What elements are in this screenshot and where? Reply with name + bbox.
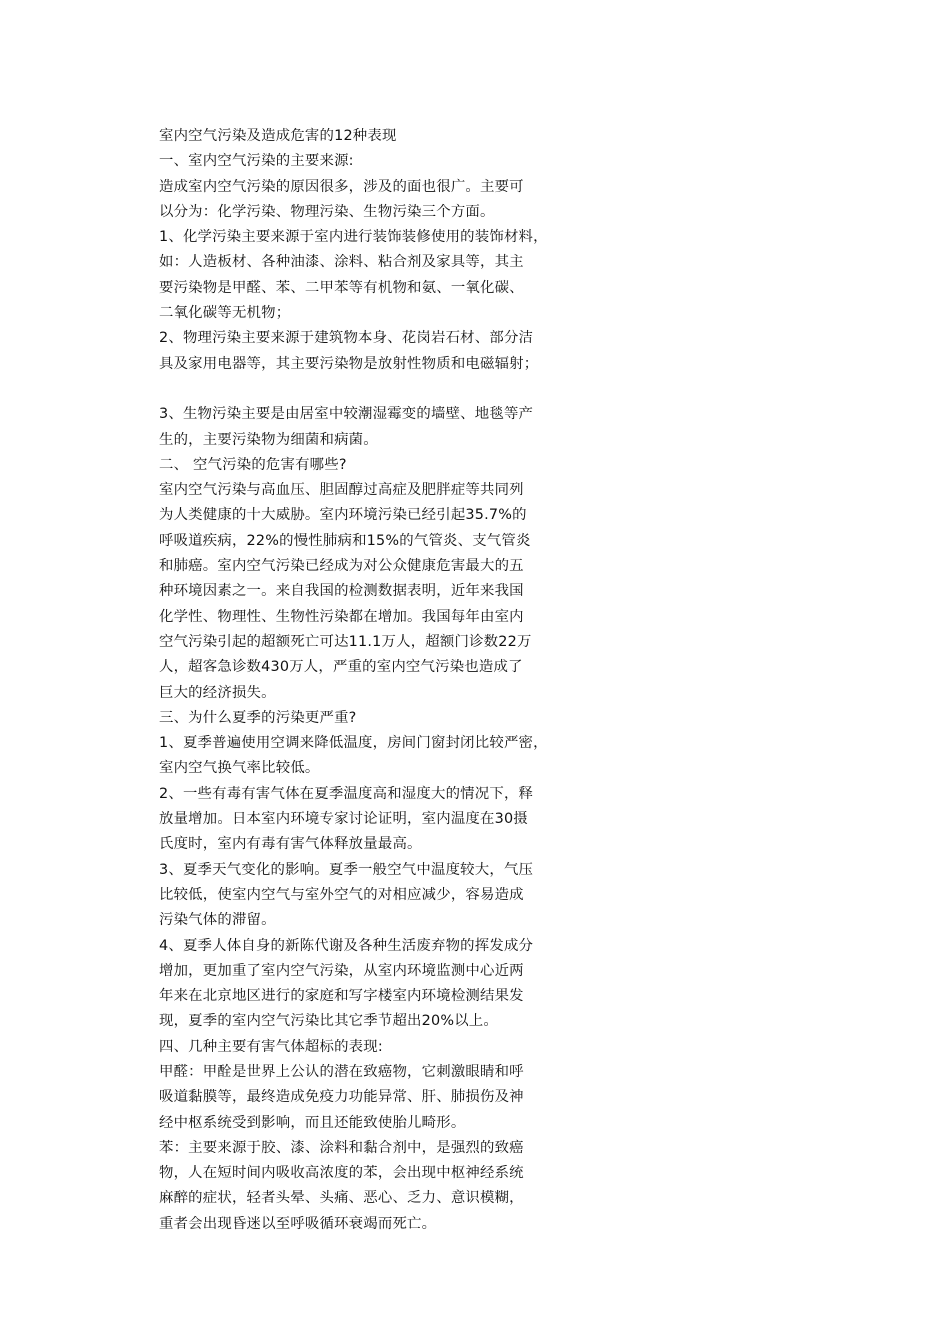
- text-line: 空气污染引起的超额死亡可达11.1万人，超额门诊数22万: [159, 633, 532, 650]
- blank-line: [159, 377, 579, 402]
- text-line: 造成室内空气污染的原因很多，涉及的面也很广。主要可: [159, 178, 524, 195]
- text-line: 巨大的经济损失。: [159, 684, 276, 701]
- text-line: 甲醛：甲酫是世界上公认的潜在致癌物，它刺激眼睛和呼: [159, 1063, 524, 1080]
- text-line: 经中枢系统受到影响，而且还能致使胎儿畸形。: [159, 1114, 466, 1131]
- document-body: [159, 124, 579, 1237]
- text-line: 呼吸道疾病，22%的慢性肺病和15%的气管炎、支气管炎: [159, 532, 531, 549]
- text-line: 重者会出现昏迷以至呼吸循环衰竭而死亡。: [159, 1215, 437, 1232]
- section1-item-chemical: [159, 225, 579, 326]
- text-line: 4、夏季人体自身的新陈代谢及各种生活废弃物的挥发成分: [159, 937, 534, 954]
- text-line: 2、一些有毒有害气体在夏季温度高和湿度大的情况下，释: [159, 785, 534, 802]
- text-line: 生的，主要污染物为细菌和病菌。: [159, 431, 378, 448]
- section3-heading: 三、为什么夏季的污染更严重?: [159, 709, 357, 726]
- text-line: 室内空气污染与高血压、胆固醇过高症及肥胖症等共同列: [159, 482, 524, 499]
- text-line: 3、夏季天气变化的影响。夏季一般空气中温度较大，气压: [159, 861, 534, 878]
- text-line: 二氧化碳等无机物；: [159, 305, 291, 322]
- text-line: 增加，更加重了室内空气污染，从室内环境监测中心近两: [159, 962, 524, 979]
- document-title: 室内空气污染及造成危害的12种表现: [159, 128, 397, 144]
- section3-item-3: [159, 858, 579, 934]
- text-line: 3、生物污染主要是由居室中较潮湿霉变的墙壁、地毯等产: [159, 406, 534, 423]
- text-line: 化学性、物理性、生物性污染都在增加。我国每年由室内: [159, 608, 524, 625]
- section4-benzene: [159, 1136, 579, 1237]
- text-line: 人，超客急诊数430万人，严重的室内空气污染也造成了: [159, 659, 523, 676]
- text-line: 污染气体的滞留。: [159, 912, 276, 929]
- text-line: 为人类健康的十大威胁。室内环境污染已经引起35.7%的: [159, 507, 527, 524]
- text-line: 放量增加。日本室内环境专家讨论证明，室内温度在30摄: [159, 811, 528, 828]
- section3-item-4: [159, 934, 579, 1035]
- section1-item-biological: [159, 402, 579, 453]
- section3-item-2: [159, 782, 579, 858]
- section3-item-1: [159, 731, 579, 782]
- text-line: 麻醉的症状，轻者头晕、头痛、恶心、乏力、意识模糊，: [159, 1190, 524, 1207]
- text-line: 现，夏季的室内空气污染比其它季节超出20%以上。: [159, 1013, 498, 1030]
- text-line: 苯：主要来源于胶、漆、涂料和黏合剂中，是强烈的致癌: [159, 1139, 524, 1156]
- text-line: 物，人在短时间内吸收高浓度的苯，会出现中枢神经系统: [159, 1165, 524, 1182]
- section4-heading: 四、几种主要有害气体超标的表现:: [159, 1038, 383, 1055]
- section1-intro: [159, 175, 579, 226]
- text-line: 如：人造板材、各种油漆、涂料、粘合剂及家具等，其主: [159, 254, 524, 271]
- section2-body: [159, 478, 579, 706]
- text-line: 氏度时，室内有毒有害气体释放量最高。: [159, 836, 422, 853]
- text-line: 具及家用电器等，其主要污染物是放射性物质和电磁辐射；: [159, 355, 539, 372]
- section1-item-physical: [159, 326, 579, 377]
- text-line: 以分为：化学污染、物理污染、生物污染三个方面。: [159, 203, 495, 220]
- section4-formaldehyde: [159, 1060, 579, 1136]
- section1-heading: 一、室内空气污染的主要来源:: [159, 153, 354, 170]
- text-line: 室内空气换气率比较低。: [159, 760, 320, 777]
- text-line: 1、夏季普遍使用空调来降低温度，房间门窗封闭比较严密，: [159, 735, 548, 752]
- text-line: 吸道黏膜等，最终造成免疫力功能异常、肝、肺损伤及神: [159, 1089, 524, 1106]
- text-line: 比较低，使室内空气与室外空气的对相应减少，容易造成: [159, 886, 524, 903]
- section2-heading: 二、 空气污染的危害有哪些?: [159, 456, 347, 473]
- text-line: 种环境因素之一。来自我国的检测数据表明，近年来我国: [159, 583, 524, 600]
- text-line: 年来在北京地区进行的家庭和写字楼室内环境检测结果发: [159, 988, 524, 1005]
- text-line: 要污染物是甲醛、苯、二甲苯等有机物和氨、一氧化碳、: [159, 279, 524, 296]
- text-line: 和肺癌。室内空气污染已经成为对公众健康危害最大的五: [159, 558, 524, 575]
- text-line: 1、化学污染主要来源于室内进行装饰装修使用的装饰材料，: [159, 229, 548, 246]
- text-line: 2、物理污染主要来源于建筑物本身、花岗岩石材、部分洁: [159, 330, 534, 347]
